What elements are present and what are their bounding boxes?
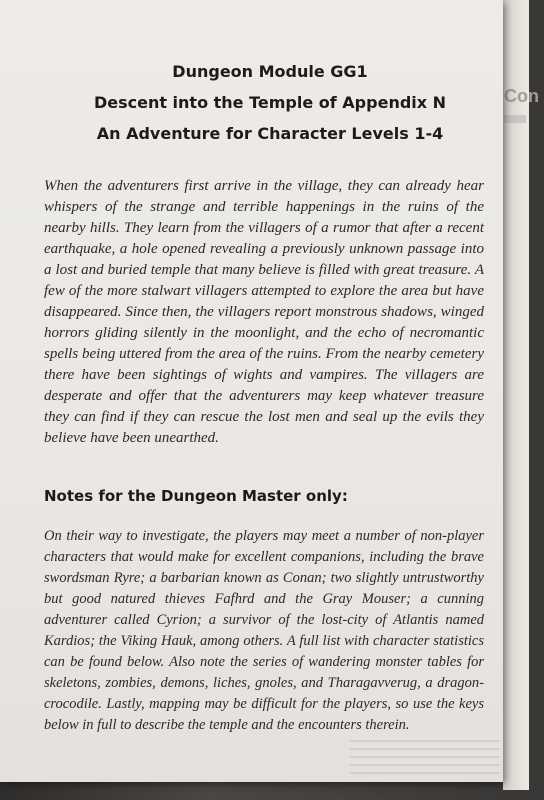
facing-page-heading: Con bbox=[504, 86, 539, 106]
facing-page-subtext bbox=[504, 115, 526, 123]
module-levels: An Adventure for Character Levels 1-4 bbox=[96, 124, 444, 143]
module-title: Dungeon Module GG1 bbox=[172, 62, 368, 81]
module-header bbox=[40, 56, 500, 149]
notes-heading: Notes for the Dungeon Master only: bbox=[44, 487, 348, 505]
intro-paragraph: When the adventurers first arrive in the village, they can already hear whispers of the strange and terrible happenings in the ruins of the nearby hills. They learn from the villagers of a rumor that after a recent earthquake, a hole opened revealing a previously unknown passage into a lost and buried temple that many believe is filled with great treasure. A few of the more stalwart villagers attempted to explore the area but have disappeared. Since then, the villagers report monstrous shadows, winged horrors gliding silently in the moonlight, and the echo of necromantic spells being uttered from the area of the ruins. From the nearby cemetery there have been sightings of wights and vampires. The villagers are desperate and offer that the adventurers may keep whatever treasure they can find if they can rescue the lost men and seal up the evils they believe have been unearthed. bbox=[44, 178, 484, 446]
notes-paragraph: On their way to investigate, the players may meet a number of non-player characters that would make for excellent companions, including the brave swordsman Ryre; a barbarian known as Conan; two slightly untrustworthy but good natured thieves Fafhrd and the Gray Mouser; a cunning adventurer called Cyrion; a survivor of the lost-city of Atlantis named Kardios; the Viking Hauk, among others. A full list with character statistics can be found below. Also note the series of wandering monster tables for skeletons, zombies, demons, liches, gnoles, and Tharagavverug, a dragon-crocodile. Lastly, mapping may be difficult for the players, so use the keys below in full to describe the temple and the encounters therein. bbox=[44, 528, 484, 733]
bleed-through-text bbox=[350, 740, 500, 780]
module-subtitle: Descent into the Temple of Appendix N bbox=[93, 93, 447, 112]
